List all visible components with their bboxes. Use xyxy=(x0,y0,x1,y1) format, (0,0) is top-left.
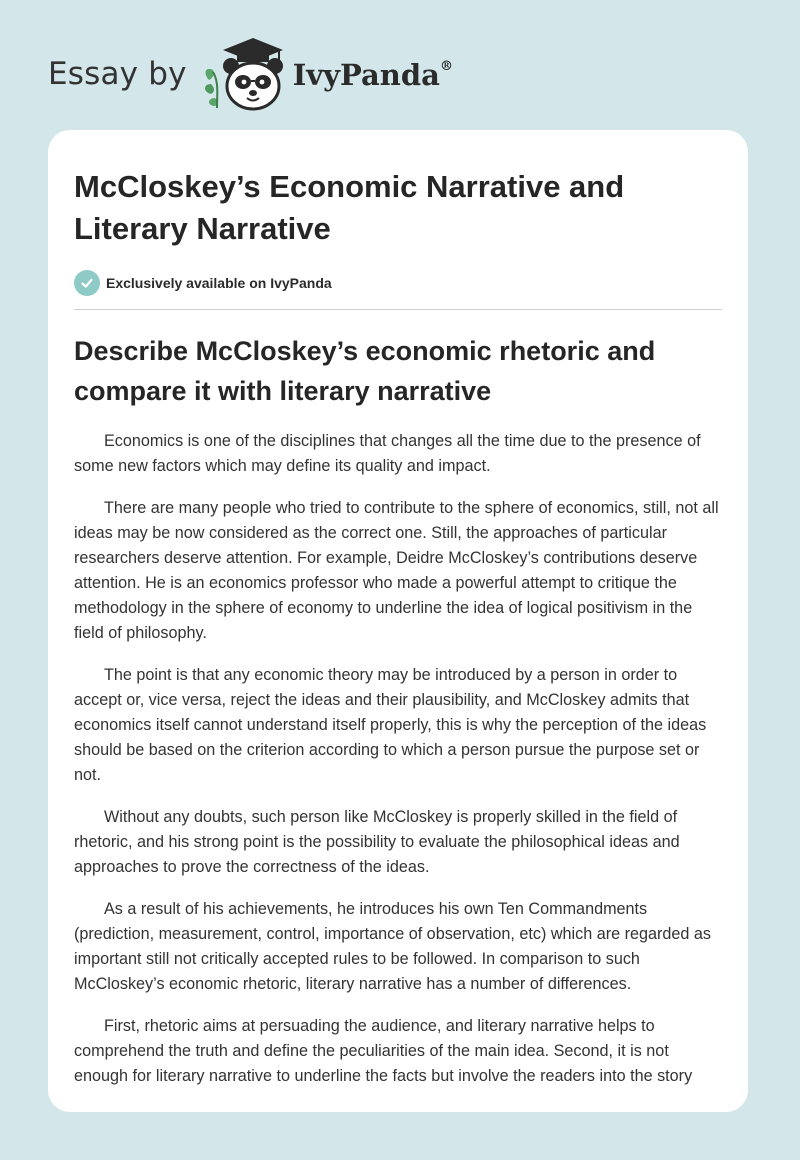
page-title: McCloskey’s Economic Narrative and Literary Narrative xyxy=(74,169,625,246)
paragraph: Without any doubts, such person like McCloskey is properly skilled in the field of rhetoric, and his strong point is the possibility to evaluate the philosophical ideas and approaches to prove the correctness of the ideas. xyxy=(74,808,680,876)
paragraph: Economics is one of the disciplines that changes all the time due to the presence of some new factors which may define its quality and impact. xyxy=(74,432,701,475)
exclusive-badge xyxy=(74,270,722,296)
brand-name[interactable] xyxy=(293,58,453,92)
brand-text: IvyPanda xyxy=(292,58,440,92)
divider xyxy=(74,309,722,310)
section-heading: Describe McCloskey’s economic rhetoric and compare it with literary narrative xyxy=(74,336,656,406)
essay-body xyxy=(74,429,722,1089)
site-header xyxy=(48,36,508,112)
essay-card xyxy=(48,130,748,1112)
paragraph: There are many people who tried to contribute to the sphere of economics, still, not all ideas may be now considered as the correct one. Still, the approaches of particular researchers deserve attention. For example, Deidre McCloskey’s contributions deserve attention. He is an economics professor who made a powerful attempt to critique the methodology in the sphere of economy to underline the idea of logical positivism in the field of philosophy. xyxy=(74,499,719,642)
check-icon xyxy=(74,270,100,296)
paragraph: First, rhetoric aims at persuading the audience, and literary narrative helps to comprehend the truth and define the peculiarities of the main idea. Second, it is not enough for literary narrative to underline the facts but involve the readers into the story xyxy=(74,1017,693,1085)
paragraph: As a result of his achievements, he introduces his own Ten Commandments (prediction, measurement, control, importance of observation, etc) which are regarded as important still not critically accepted rules to be followed. In comparison to such McCloskey’s economic rhetoric, literary narrative has a number of differences. xyxy=(74,900,712,993)
registered-mark: ® xyxy=(439,59,453,75)
ivypanda-logo-icon[interactable] xyxy=(201,36,291,112)
essay-by-label: Essay by xyxy=(48,56,187,92)
badge-label: Exclusively available on IvyPanda xyxy=(106,275,332,291)
paragraph: The point is that any economic theory may be introduced by a person in order to accept or, vice versa, reject the ideas and their plausibility, and McCloskey admits that economics itself cannot understand itself properly, this is why the perception of the ideas should be based on the criterion according to which a person pursue the purpose set or not. xyxy=(74,666,707,784)
